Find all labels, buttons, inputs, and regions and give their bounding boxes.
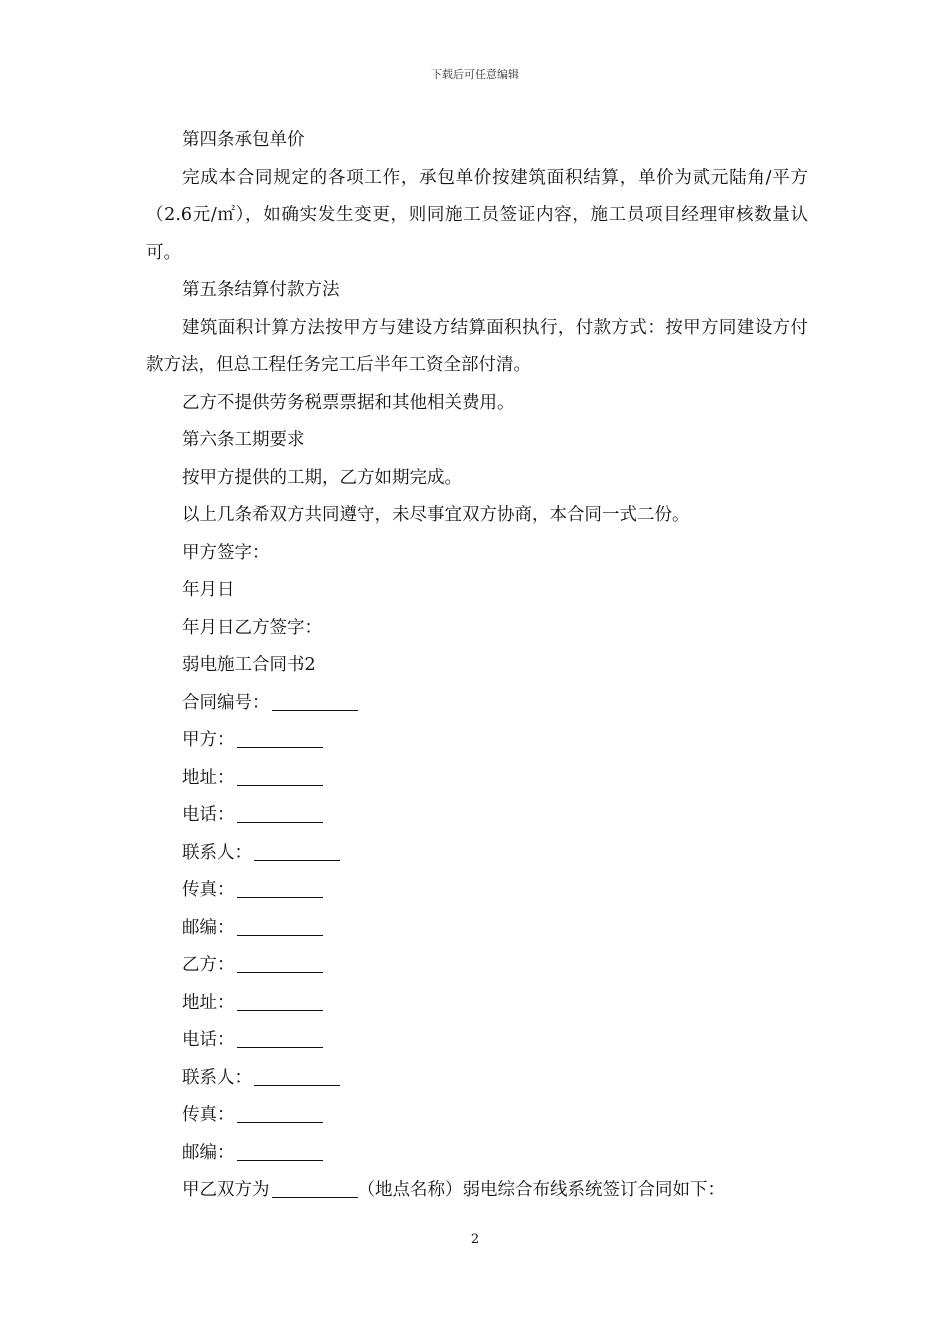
party-a-blank [237, 731, 323, 748]
article-4-title: 第四条承包单价 [182, 130, 305, 150]
party-a-signature: 甲方签字： [182, 542, 270, 563]
article-6-body: 按甲方提供的工期，乙方如期完成。 [182, 467, 462, 488]
party-b-blank [237, 956, 323, 973]
party-b-phone-label: 电话： [182, 1030, 235, 1050]
page-header: 下载后可任意编辑 [431, 68, 519, 81]
party-b-address-blank [237, 994, 323, 1011]
contract-intro-start: 甲乙双方为 [182, 1180, 270, 1200]
contract-intro [146, 1172, 808, 1210]
party-b-fax-label: 传真： [182, 1105, 235, 1125]
page-number: 2 [470, 1232, 480, 1247]
article-6-title: 第六条工期要求 [182, 430, 305, 450]
article-5-title: 第五条结算付款方法 [182, 280, 340, 300]
party-a-contact-row [146, 835, 808, 873]
contract-number-row [146, 685, 808, 723]
party-b-contact-blank [254, 1069, 340, 1086]
party-a-postcode-blank [237, 919, 323, 936]
closing-paragraph: 以上几条希双方共同遵守，未尽事宜双方协商，本合同一式二份。 [182, 505, 690, 525]
party-a-postcode-row [146, 910, 808, 948]
party-b-row [146, 947, 808, 985]
party-a-address-label: 地址： [182, 767, 235, 788]
article-5-body: 建筑面积计算方法按甲方与建设方结算面积执行，付款方式：按甲方同建设方付款方法，但总工程任务完工后半年工资全部付清。 [146, 317, 808, 375]
party-a-label: 甲方： [182, 730, 235, 750]
party-b-postcode-label: 邮编： [182, 1142, 235, 1163]
party-b-signature: 年月日乙方签字： [182, 617, 322, 638]
party-a-fax-row [146, 872, 808, 910]
party-b-postcode-row [146, 1135, 808, 1173]
party-a-contact-label: 联系人： [182, 842, 252, 863]
location-name-blank [272, 1181, 358, 1198]
party-b-address-row [146, 985, 808, 1023]
contract-number-label: 合同编号： [182, 692, 270, 713]
party-b-label: 乙方： [182, 955, 235, 975]
party-a-address-row [146, 760, 808, 798]
article-5-note: 乙方不提供劳务税票票据和其他相关费用。 [182, 392, 515, 413]
party-a-row [146, 722, 808, 760]
party-a-phone-blank [237, 806, 323, 823]
party-a-address-blank [237, 769, 323, 786]
contract-number-blank [272, 694, 358, 711]
signature-date: 年月日 [182, 580, 235, 600]
party-a-phone-row [146, 797, 808, 835]
party-b-fax-row [146, 1097, 808, 1135]
party-b-contact-label: 联系人： [182, 1067, 252, 1088]
party-a-phone-label: 电话： [182, 805, 235, 825]
party-a-fax-blank [237, 881, 323, 898]
contract-2-title: 弱电施工合同书2 [182, 655, 316, 675]
party-b-contact-row [146, 1060, 808, 1098]
party-a-postcode-label: 邮编： [182, 917, 235, 938]
party-a-contact-blank [254, 844, 340, 861]
article-4-body: 完成本合同规定的各项工作，承包单价按建筑面积结算，单价为贰元陆角/平方（2.6元/㎡），如确实发生变更，则同施工员签证内容，施工员项目经理审核数量认可。 [146, 167, 808, 263]
document-body [146, 122, 808, 1210]
party-a-fax-label: 传真： [182, 880, 235, 900]
party-b-postcode-blank [237, 1144, 323, 1161]
party-b-phone-row [146, 1022, 808, 1060]
party-b-address-label: 地址： [182, 992, 235, 1013]
party-b-phone-blank [237, 1031, 323, 1048]
contract-intro-end: （地点名称）弱电综合布线系统签订合同如下： [357, 1180, 725, 1200]
party-b-fax-blank [237, 1106, 323, 1123]
